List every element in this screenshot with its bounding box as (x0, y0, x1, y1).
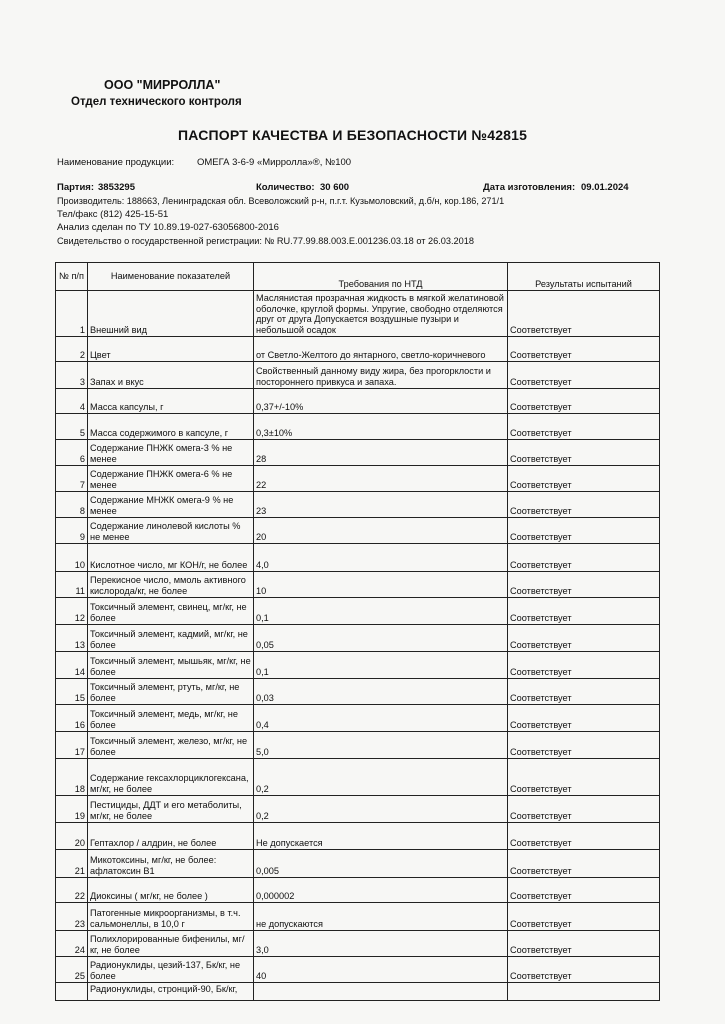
table-row (56, 544, 660, 572)
indicator-name: Содержание ПНЖК омега-6 % не менее (88, 466, 254, 492)
requirement-value: 0,37+/-10% (254, 389, 508, 414)
requirement-value: 0,005 (254, 850, 508, 878)
row-number: 20 (56, 823, 88, 850)
requirement-value: не допускаются (254, 903, 508, 931)
indicator-name: Полихлорированные бифенилы, мг/кг, не более (88, 931, 254, 957)
quantity-value: 30 600 (320, 182, 350, 193)
row-number: 5 (56, 414, 88, 440)
indicator-name: Токсичный элемент, кадмий, мг/кг, не более (88, 625, 254, 652)
indicator-name: Диоксины ( мг/кг, не более ) (88, 878, 254, 903)
header-requirements: Требования по НТД (254, 263, 508, 291)
result-value: Соответствует (508, 466, 660, 492)
table-row (56, 850, 660, 878)
table-row (56, 957, 660, 983)
table-row (56, 679, 660, 705)
result-value (508, 983, 660, 1001)
table-row (56, 759, 660, 796)
table-row (56, 440, 660, 466)
table-row (56, 414, 660, 440)
phone-fax: Тел/факс (812) 425-15-51 (57, 209, 169, 220)
requirement-value: 0,000002 (254, 878, 508, 903)
table-row (56, 931, 660, 957)
row-number: 16 (56, 705, 88, 732)
row-number: 3 (56, 362, 88, 389)
table-row (56, 903, 660, 931)
row-number: 9 (56, 518, 88, 544)
row-number: 21 (56, 850, 88, 878)
row-number: 15 (56, 679, 88, 705)
result-value: Соответствует (508, 389, 660, 414)
requirement-value: 0,3±10% (254, 414, 508, 440)
table-row (56, 625, 660, 652)
table-row (56, 518, 660, 544)
row-number (56, 983, 88, 1001)
result-value: Соответствует (508, 572, 660, 598)
indicator-name: Содержание гексахлорциклогексана, мг/кг, не более (88, 759, 254, 796)
result-value: Соответствует (508, 625, 660, 652)
row-number: 13 (56, 625, 88, 652)
row-number: 10 (56, 544, 88, 572)
table-row (56, 796, 660, 823)
indicator-name: Токсичный элемент, медь, мг/кг, не более (88, 705, 254, 732)
table-row (56, 878, 660, 903)
indicator-name: Запах и вкус (88, 362, 254, 389)
row-number: 7 (56, 466, 88, 492)
indicator-name: Масса капсулы, г (88, 389, 254, 414)
result-value: Соответствует (508, 598, 660, 625)
indicator-name: Масса содержимого в капсуле, г (88, 414, 254, 440)
result-value: Соответствует (508, 518, 660, 544)
table-row (56, 337, 660, 362)
quantity-label: Количество: (256, 182, 315, 193)
requirement-value: 0,2 (254, 796, 508, 823)
result-value: Соответствует (508, 903, 660, 931)
indicator-name: Токсичный элемент, железо, мг/кг, не более (88, 732, 254, 759)
registration-certificate: Свидетельство о государственной регистрации: № RU.77.99.88.003.Е.001236.03.18 от 26.03.2018 (57, 236, 474, 246)
product-value: ОМЕГА 3-6-9 «Мирролла»®, №100 (197, 157, 352, 168)
requirement-value: 20 (254, 518, 508, 544)
requirement-value: 23 (254, 492, 508, 518)
quality-table (55, 262, 660, 1001)
result-value: Соответствует (508, 705, 660, 732)
indicator-name: Пестициды, ДДТ и его метаболиты, мг/кг, не более (88, 796, 254, 823)
requirement-value: 40 (254, 957, 508, 983)
indicator-name: Содержание ПНЖК омега-3 % не менее (88, 440, 254, 466)
table-header-row (56, 263, 660, 291)
indicator-name: Радионуклиды, цезий-137, Бк/кг, не более (88, 957, 254, 983)
header-results: Результаты испытаний (508, 263, 660, 291)
table-row (56, 983, 660, 1001)
result-value: Соответствует (508, 850, 660, 878)
row-number: 18 (56, 759, 88, 796)
department-name: Отдел технического контроля (71, 96, 242, 108)
requirement-value: 5,0 (254, 732, 508, 759)
manufacture-date-label: Дата изготовления: (483, 182, 576, 193)
row-number: 17 (56, 732, 88, 759)
result-value: Соответствует (508, 957, 660, 983)
requirement-value: 22 (254, 466, 508, 492)
result-value: Соответствует (508, 492, 660, 518)
result-value: Соответствует (508, 414, 660, 440)
requirement-value: 28 (254, 440, 508, 466)
requirement-value (254, 983, 508, 1001)
batch-label: Партия: (57, 182, 94, 193)
result-value: Соответствует (508, 544, 660, 572)
requirement-value: 10 (254, 572, 508, 598)
table-row (56, 492, 660, 518)
batch-value: 3853295 (98, 182, 135, 193)
row-number: 25 (56, 957, 88, 983)
result-value: Соответствует (508, 362, 660, 389)
result-value: Соответствует (508, 759, 660, 796)
indicator-name: Патогенные микроорганизмы, в т.ч. сальмонеллы, в 10,0 г (88, 903, 254, 931)
table-row (56, 823, 660, 850)
requirement-value: Свойственный данному виду жира, без прогорклости и постороннего привкуса и запаха. (254, 362, 508, 389)
row-number: 12 (56, 598, 88, 625)
table-row (56, 598, 660, 625)
result-value: Соответствует (508, 931, 660, 957)
requirement-value: 0,2 (254, 759, 508, 796)
row-number: 8 (56, 492, 88, 518)
row-number: 4 (56, 389, 88, 414)
row-number: 11 (56, 572, 88, 598)
manufacture-date-value: 09.01.2024 (581, 182, 629, 193)
table-row (56, 389, 660, 414)
header-number: № п/п (56, 263, 88, 291)
indicator-name: Радионуклиды, стронций-90, Бк/кг, (88, 983, 254, 1001)
indicator-name: Токсичный элемент, мышьяк, мг/кг, не более (88, 652, 254, 679)
result-value: Соответствует (508, 440, 660, 466)
document-title: ПАСПОРТ КАЧЕСТВА И БЕЗОПАСНОСТИ №42815 (178, 127, 528, 143)
result-value: Соответствует (508, 796, 660, 823)
row-number: 22 (56, 878, 88, 903)
table-row (56, 466, 660, 492)
organization-name: ООО "МИРРОЛЛА" (104, 78, 221, 92)
requirement-value: 3,0 (254, 931, 508, 957)
requirement-value: 0,1 (254, 652, 508, 679)
indicator-name: Токсичный элемент, ртуть, мг/кг, не более (88, 679, 254, 705)
requirement-value: Не допускается (254, 823, 508, 850)
indicator-name: Цвет (88, 337, 254, 362)
row-number: 24 (56, 931, 88, 957)
indicator-name: Содержание линолевой кислоты % не менее (88, 518, 254, 544)
indicator-name: Кислотное число, мг КОН/г, не более (88, 544, 254, 572)
row-number: 2 (56, 337, 88, 362)
indicator-name: Гептахлор / алдрин, не более (88, 823, 254, 850)
result-value: Соответствует (508, 291, 660, 337)
product-label: Наименование продукции: (57, 157, 175, 168)
table-row (56, 572, 660, 598)
table-row (56, 732, 660, 759)
result-value: Соответствует (508, 679, 660, 705)
result-value: Соответствует (508, 823, 660, 850)
row-number: 14 (56, 652, 88, 679)
requirement-value: 0,4 (254, 705, 508, 732)
requirement-value: Маслянистая прозрачная жидкость в мягкой желатиновой оболочке, круглой формы. Упругие, свободно отделяются друг от друга Допускается воздушные пузыри и небольшой осадок (254, 291, 508, 337)
table-row (56, 291, 660, 337)
requirement-value: 0,05 (254, 625, 508, 652)
producer-address: Производитель: 188663, Ленинградская обл. Всеволожский р-н, п.г.т. Кузьмоловский, д.б/н, кор.186, 271/1 (57, 196, 505, 206)
analysis-standard: Анализ сделан по ТУ 10.89.19-027-63056800-2016 (57, 222, 279, 233)
table-row (56, 652, 660, 679)
requirement-value: от Светло-Желтого до янтарного, светло-коричневого (254, 337, 508, 362)
indicator-name: Перекисное число, ммоль активного кислорода/кг, не более (88, 572, 254, 598)
header-indicator: Наименование показателей (88, 263, 254, 291)
indicator-name: Содержание МНЖК омега-9 % не менее (88, 492, 254, 518)
row-number: 1 (56, 291, 88, 337)
requirement-value: 0,1 (254, 598, 508, 625)
indicator-name: Микотоксины, мг/кг, не более: афлатоксин В1 (88, 850, 254, 878)
indicator-name: Внешний вид (88, 291, 254, 337)
requirement-value: 4,0 (254, 544, 508, 572)
row-number: 19 (56, 796, 88, 823)
result-value: Соответствует (508, 732, 660, 759)
requirement-value: 0,03 (254, 679, 508, 705)
result-value: Соответствует (508, 878, 660, 903)
result-value: Соответствует (508, 337, 660, 362)
result-value: Соответствует (508, 652, 660, 679)
table-row (56, 362, 660, 389)
row-number: 6 (56, 440, 88, 466)
indicator-name: Токсичный элемент, свинец, мг/кг, не более (88, 598, 254, 625)
table-row (56, 705, 660, 732)
row-number: 23 (56, 903, 88, 931)
